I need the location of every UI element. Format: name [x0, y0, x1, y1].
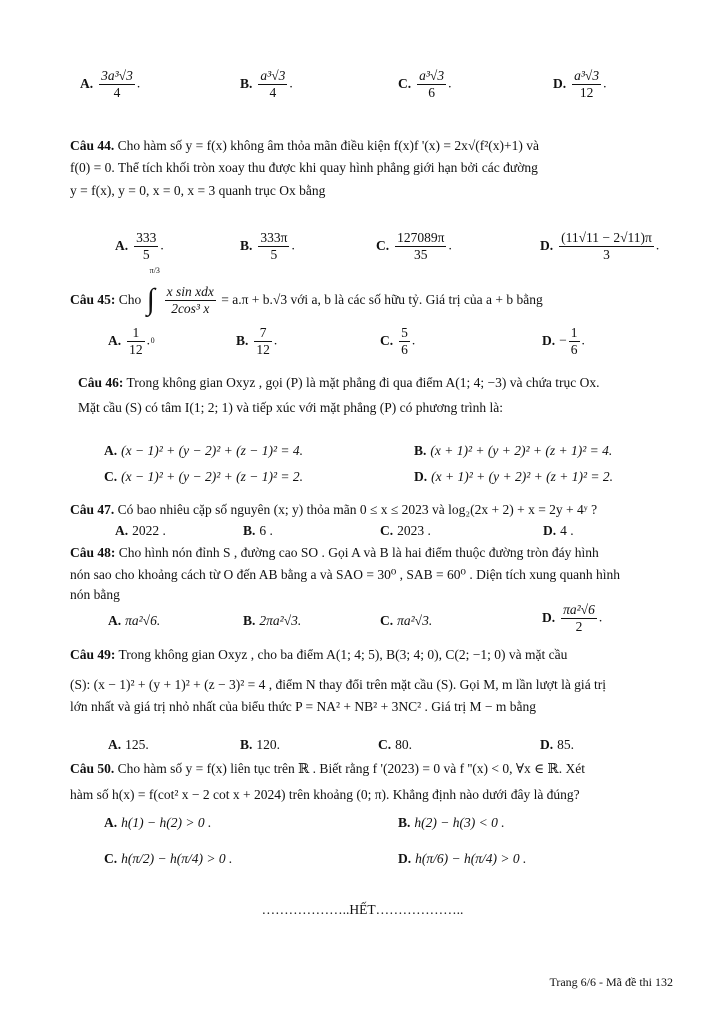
q47-line-1: Câu 47. Có bao nhiêu cặp số nguyên (x; y) thỏa mãn 0 ≤ x ≤ 2023 và log₂(2x + 2) + x = 2y + 4ʸ ? [70, 502, 598, 517]
q50-option-a[interactable]: A. h(1) − h(2) > 0 . [104, 815, 212, 830]
q48-option-a[interactable]: A. πa²√6. [108, 613, 161, 628]
q49-option-a[interactable]: A. 125. [108, 737, 149, 752]
q47-option-a[interactable]: A. 2022 . [115, 523, 166, 538]
q44-option-a[interactable]: A. $\frac{333}{5}$ . [115, 230, 164, 262]
q43-option-a[interactable]: A. $\frac{\text{3a³√3}}{4}$ . [80, 68, 141, 100]
q44-line-1: Câu 44. Cho hàm số y = f(x) không âm thỏa mãn điều kiện f(x)f '(x) = 2x√(f²(x)+1) và [70, 138, 540, 153]
fraction: $\frac{5}{6}$ [401, 325, 408, 357]
fraction: $\frac{\text{3a³√3}}{4}$ [101, 68, 133, 100]
q46-line-1: Câu 46: Trong không gian Oxyz , gọi (P) là mặt phẳng đi qua điểm A(1; 4; −3) và chứa trục Ox. [78, 375, 600, 390]
q49-line-1: Câu 49: Trong không gian Oxyz , cho ba điểm A(1; 4; 5), B(3; 4; 0), C(2; −1; 0) và mặt cầu [70, 647, 568, 662]
fraction: $\frac{\text{a³√3}}{6}$ [419, 68, 445, 100]
q44-option-c[interactable]: C. $\frac{127089\pi}{35}$ . [376, 230, 452, 262]
fraction: $\frac{333}{5}$ [136, 230, 157, 262]
fraction: $\frac{1}{6}$ [570, 325, 578, 357]
fraction: $\frac{\text{x sin xdx}}{\text{2cos³ x}}$ [166, 284, 214, 317]
q44-line-2: f(0) = 0. Thể tích khối tròn xoay thu được khi quay hình phẳng giới hạn bởi các đường [70, 160, 538, 175]
q45-option-b[interactable]: B. $\frac{7}{12}$ . [236, 325, 278, 357]
fraction: $\frac{\text{a³√3}}{4}$ [260, 68, 286, 100]
q50-line-1: Câu 50. Cho hàm số y = f(x) liên tục trên ℝ . Biết rằng f '(2023) = 0 và f ''(x) < 0, ∀x ∈ ℝ. Xét [70, 761, 586, 776]
fraction: $\frac{\text{a³√3}}{12}$ [574, 68, 600, 100]
q49-line-2: (S): (x − 1)² + (y + 1)² + (z − 3)² = 4 , điểm N thay đổi trên mặt cầu (S). Gọi M, m lần lượt là giá trị [70, 677, 607, 692]
q43-option-d[interactable]: D. $\frac{\text{a³√3}}{12}$ . [553, 68, 607, 100]
end-marker: ………………..HẾT……………….. [261, 902, 464, 917]
page-footer: Trang 6/6 - Mã đề thi 132 [549, 975, 673, 989]
q47-option-d[interactable]: D. 4 . [543, 523, 574, 538]
q43-option-c[interactable]: C. $\frac{\text{a³√3}}{6}$ . [398, 68, 452, 100]
q49-option-c[interactable]: C. 80. [378, 737, 412, 752]
q47-option-c[interactable]: C. 2023 . [380, 523, 431, 538]
q46-line-2: Mặt cầu (S) có tâm I(1; 2; 1) và tiếp xúc với mặt phẳng (P) có phương trình là: [78, 400, 503, 415]
q50-option-c[interactable]: C. h(π/2) − h(π/4) > 0 . [104, 851, 233, 866]
q48-line-3: nón bằng [70, 587, 120, 602]
q44-option-d[interactable]: D. $\frac{(11√11 - 2√11)\pi}{3}$ . [540, 230, 660, 262]
q48-option-b[interactable]: B. 2πa²√3. [243, 613, 302, 628]
q50-option-d[interactable]: D. h(π/6) − h(π/4) > 0 . [398, 851, 527, 866]
fraction: $\frac{333\pi}{5}$ [260, 230, 288, 262]
q48-line-2: nón sao cho khoảng cách từ O đến AB bằng a và SAO = 30⁰ , SAB = 60⁰ . Diện tích xung quanh hình [70, 567, 621, 582]
q43-option-b[interactable]: B. $\frac{\text{a³√3}}{4}$ . [240, 68, 293, 100]
fraction: $\frac{(11√11 - 2√11)\pi}{3}$ [561, 230, 652, 262]
q44-line-3: y = f(x), y = 0, x = 0, x = 3 quanh trục Ox bằng [70, 183, 326, 198]
q50-line-2: hàm số h(x) = f(cot² x − 2 cot x + 2024) trên khoảng (0; π). Khẳng định nào dưới đây là đúng? [70, 787, 580, 802]
q49-option-b[interactable]: B. 120. [240, 737, 281, 752]
q50-option-b[interactable]: B. h(2) − h(3) < 0 . [398, 815, 505, 830]
q49-option-d[interactable]: D. 85. [540, 737, 574, 752]
q46-option-a[interactable]: A. (x − 1)² + (y − 2)² + (z − 1)² = 4. [104, 443, 304, 458]
q49-line-3: lớn nhất và giá trị nhỏ nhất của biểu thức P = NA² + NB² + 3NC² . Giá trị M − m bằng [70, 699, 536, 714]
q45-option-c[interactable]: C. $\frac{5}{6}$ . [380, 325, 416, 357]
q45-stem: Câu 45: Cho π/3 ∫ 0 $\frac{\text{x sin xdx}}{\text{2cos³ x}}$ = a.π + b.√3 với a, b là các số hữu tỷ. Giá trị của a + b bằng [70, 265, 543, 345]
fraction: $\frac{127089\pi}{35}$ [397, 230, 445, 262]
fraction: $\frac{\text{πa²√6}}{2}$ [563, 602, 595, 634]
integral-sign: π/3 ∫ 0 [146, 265, 160, 345]
q47-option-b[interactable]: B. 6 . [243, 523, 273, 538]
q44-option-b[interactable]: B. $\frac{333\pi}{5}$ . [240, 230, 295, 262]
q46-option-d[interactable]: D. (x + 1)² + (y + 2)² + (z + 1)² = 2. [414, 469, 614, 484]
q45-option-a[interactable]: A. $\frac{1}{12}$ . [108, 325, 150, 357]
q48-option-d[interactable]: D. $\frac{\text{πa²√6}}{2}$ . [542, 602, 603, 634]
q48-line-1: Câu 48: Cho hình nón đỉnh S , đường cao SO . Gọi A và B là hai điểm thuộc đường tròn đáy hình [70, 545, 599, 560]
q45-option-d[interactable]: D. − $\frac{1}{6}$ . [542, 325, 585, 357]
q46-option-c[interactable]: C. (x − 1)² + (y − 2)² + (z − 1)² = 2. [104, 469, 304, 484]
q48-option-c[interactable]: C. πa²√3. [380, 613, 433, 628]
fraction: $\frac{7}{12}$ [256, 325, 270, 357]
q46-option-b[interactable]: B. (x + 1)² + (y + 2)² + (z + 1)² = 4. [414, 443, 613, 458]
fraction: $\frac{1}{12}$ [129, 325, 143, 357]
